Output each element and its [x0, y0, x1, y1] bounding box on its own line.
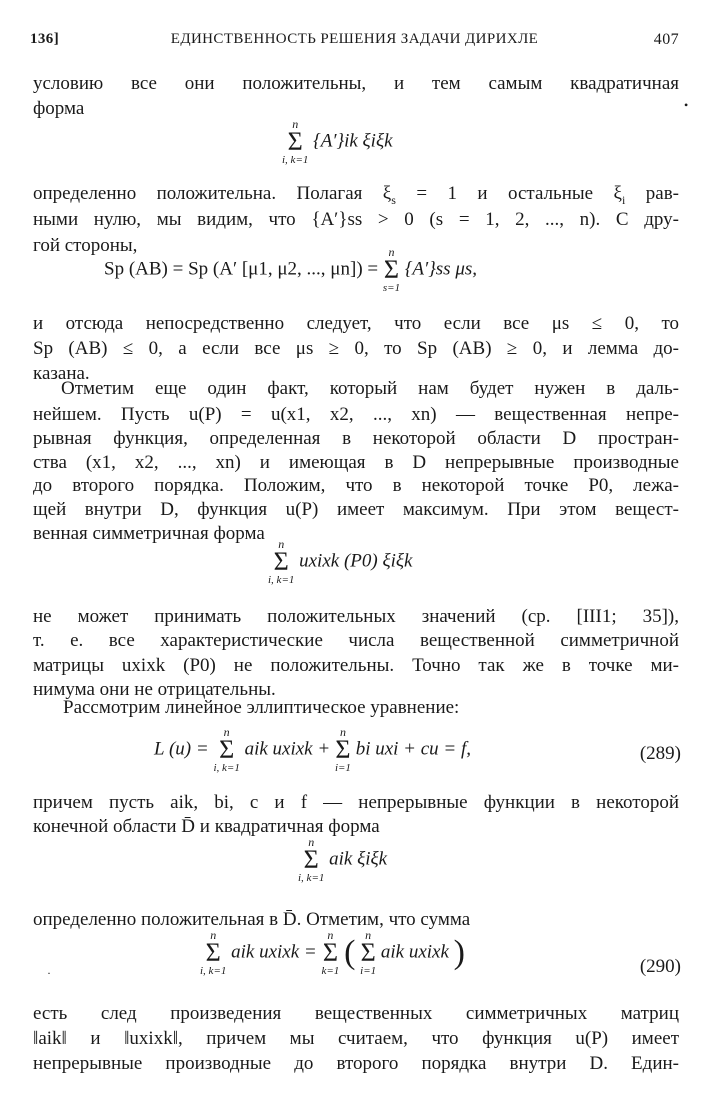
text-line: Sp (AB) ≤ 0, а если все μs ≥ 0, то Sp (AB) ≥ 0, и лемма до-: [33, 338, 679, 359]
equation-hessian-form: [268, 538, 412, 586]
left-paren: (: [344, 934, 356, 972]
text-line: нимума они не отрицательны.: [33, 679, 276, 700]
sum-symbol: n Σ i=1: [334, 725, 351, 774]
sum-symbol: n Σ i, k=1: [282, 117, 309, 166]
text-line: не может принимать положительных значений (ср. [III1; 35]),: [33, 606, 679, 627]
text-line: определенно положительна. Полагая $\xi_s = 1$ и остальные $\xi_i$ рав-: [33, 183, 679, 207]
equation-body: {A′}ss μs,: [404, 258, 478, 280]
sum-symbol: n Σ i, k=1: [268, 537, 295, 586]
sum-symbol: n Σ i, k=1: [200, 928, 227, 977]
text-line: ства (x1, x2, ..., xn) и имеющая в D непрерывные производные: [33, 452, 679, 473]
right-paren: ): [453, 934, 465, 972]
text-line: до второго порядка. Положим, что в некоторой точке P0, лежа-: [33, 475, 679, 496]
equation-sum-identity: [200, 929, 465, 977]
equation-body: aik ξiξk: [329, 848, 388, 870]
text-line: казана.: [33, 363, 90, 384]
running-title: ЕДИНСТВЕННОСТЬ РЕШЕНИЯ ЗАДАЧИ ДИРИХЛЕ: [170, 31, 539, 47]
text-line: матрицы uxixk (P0) не положительны. Точно так же в точке ми-: [33, 655, 679, 676]
text-line: венная симметричная форма: [33, 523, 265, 544]
equation-body: uxixk (P0) ξiξk: [299, 550, 413, 572]
text-line: форма: [33, 98, 85, 119]
equation-body: aik uxixk +: [244, 738, 335, 760]
scan-speck: ·: [47, 966, 51, 980]
sum-symbol: n Σ i=1: [360, 928, 377, 977]
equation-lhs: L (u) =: [154, 738, 214, 760]
sum-symbol: n Σ s=1: [382, 245, 401, 294]
text-line: Отметим еще один факт, который нам будет нужен в даль-: [61, 378, 679, 399]
sum-symbol: n Σ i, k=1: [298, 835, 325, 884]
text-line: определенно положительная в D̄. Отметим, что сумма: [33, 909, 471, 930]
sum-symbol: n Σ k=1: [321, 928, 340, 977]
equation-body: aik uxixk =: [231, 941, 322, 963]
text-line: ными нулю, мы видим, что {A′}ss > 0 (s = 1, 2, ..., n). С дру-: [33, 209, 679, 230]
text-line: непрерывные производные до второго порядка внутри D. Един-: [33, 1053, 679, 1074]
equation-quadratic-form-a: [282, 118, 393, 166]
equation-number: (290): [639, 956, 681, 977]
text-line: ‖aik‖ и ‖uxixk‖, причем мы считаем, что функция u(P) имеет: [33, 1028, 679, 1049]
running-header: [30, 26, 679, 50]
text-line: конечной области D̄ и квадратичная форма: [33, 816, 380, 837]
text-line: гой стороны,: [33, 235, 138, 256]
equation-elliptic: [154, 726, 471, 774]
equation-quadratic-form-aik: [298, 836, 387, 884]
scan-speck: •: [684, 98, 689, 112]
text-line: рывная функция, определенная в некоторой области D простран-: [33, 428, 679, 449]
text-line: есть след произведения вещественных симметричных матриц: [33, 1003, 679, 1024]
text-line: щей внутри D, функция u(P) имеет максимум. При этом вещест-: [33, 499, 679, 520]
text-line: причем пусть aik, bi, c и f — непрерывные функции в некоторой: [33, 792, 679, 813]
text-line: Рассмотрим линейное эллиптическое уравнение:: [63, 697, 460, 718]
equation-body: {A′}ik ξiξk: [313, 130, 393, 152]
sum-symbol: n Σ i, k=1: [213, 725, 240, 774]
text-line: т. е. все характеристические числа вещественной симметричной: [33, 630, 679, 651]
equation-rhs: bi uxi + cu = f,: [355, 738, 472, 760]
equation-number: (289): [639, 743, 681, 764]
page-number: 407: [653, 31, 679, 48]
section-number: 136]: [30, 31, 60, 47]
equation-trace: [104, 246, 477, 294]
text-line: условию все они положительны, и тем самым квадратичная: [33, 73, 679, 94]
text-line: и отсюда непосредственно следует, что если все μs ≤ 0, то: [33, 313, 679, 334]
text-line: нейшем. Пусть u(P) = u(x1, x2, ..., xn) — вещественная непре-: [33, 404, 679, 425]
equation-body: aik uxixk: [380, 941, 449, 963]
equation-lhs: Sp (AB) = Sp (A′ [μ1, μ2, ..., μn]) =: [104, 258, 383, 280]
